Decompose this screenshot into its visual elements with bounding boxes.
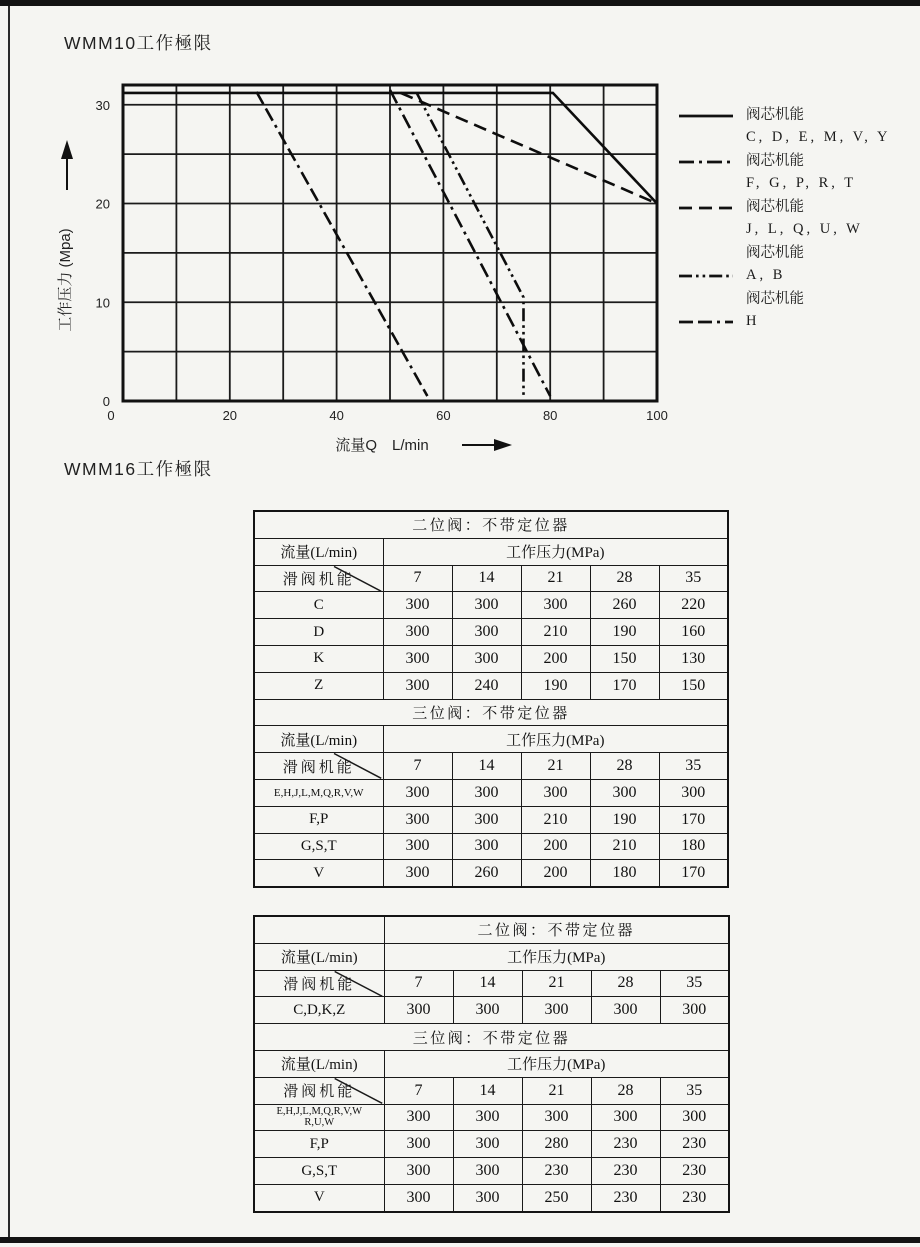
table-row <box>254 1131 729 1158</box>
value-cell: 300 <box>452 645 521 672</box>
legend-series-label: 阀芯机能 <box>746 291 804 307</box>
x-axis-label: 流量Q L/min <box>335 437 429 454</box>
value-cell: 300 <box>383 592 452 619</box>
value-cell: 300 <box>590 779 659 806</box>
value-cell: 190 <box>590 806 659 833</box>
pressure-value-header: 21 <box>522 1077 591 1104</box>
table-row <box>254 645 728 672</box>
y-axis-label: 工作压力 (Mpa) <box>57 228 74 332</box>
gridlines <box>123 85 657 401</box>
spool-row-label: F,P <box>254 806 383 833</box>
value-cell: 170 <box>659 806 728 833</box>
spool-label-cell: 滑阀机能 <box>254 753 383 780</box>
value-cell: 180 <box>659 833 728 860</box>
value-cell: 300 <box>383 619 452 646</box>
flow-label-cell: 流量(L/min) <box>254 726 383 753</box>
value-cell: 300 <box>659 779 728 806</box>
spool-row-label: Z <box>254 672 383 699</box>
legend-series-label: 阀芯机能 <box>746 107 804 123</box>
section-header-row <box>254 699 728 726</box>
value-cell: 300 <box>452 806 521 833</box>
table-row <box>254 833 728 860</box>
value-cell: 300 <box>522 997 591 1024</box>
pressure-header-row <box>254 565 728 592</box>
value-cell: 190 <box>590 619 659 646</box>
axis-ticks <box>96 98 668 423</box>
value-cell: 130 <box>659 645 728 672</box>
spool-row-label: C <box>254 592 383 619</box>
value-cell: 300 <box>453 1158 522 1185</box>
svg-text:0: 0 <box>102 394 110 409</box>
legend-spool-letters: J, L, Q, U, W <box>746 221 863 237</box>
section-title-wmm10: WMM10工作極限 <box>64 33 213 53</box>
column-header-row <box>254 1050 729 1077</box>
pressure-value-header: 35 <box>659 753 728 780</box>
value-cell: 170 <box>590 672 659 699</box>
value-cell: 280 <box>522 1131 591 1158</box>
value-cell: 230 <box>591 1131 660 1158</box>
pressure-header-row <box>254 1077 729 1104</box>
svg-text:80: 80 <box>542 408 558 423</box>
value-cell: 200 <box>521 860 590 887</box>
legend-line-sample-longdashdot <box>678 317 734 327</box>
value-cell: 300 <box>383 779 452 806</box>
flow-label-cell: 流量(L/min) <box>254 943 384 970</box>
value-cell: 160 <box>659 619 728 646</box>
pressure-header-row <box>254 753 728 780</box>
curve-longdashdot <box>257 92 428 396</box>
pressure-value-header: 14 <box>453 970 522 997</box>
legend-item <box>678 150 890 196</box>
spool-label-cell: 滑阀机能 <box>254 1077 384 1104</box>
table-row <box>254 1104 729 1131</box>
wmm16-table-2 <box>253 915 730 1213</box>
value-cell: 300 <box>453 1131 522 1158</box>
legend-spool-letters: C, D, E, M, V, Y <box>746 129 891 145</box>
legend-item <box>678 242 890 288</box>
value-cell: 300 <box>383 806 452 833</box>
table-row <box>254 1158 729 1185</box>
table-2-body <box>254 916 729 1212</box>
table-row <box>254 997 729 1024</box>
value-cell: 230 <box>660 1184 729 1211</box>
spool-row-label: G,S,T <box>254 1158 384 1185</box>
empty-cell <box>254 916 384 943</box>
spool-row-label: G,S,T <box>254 833 383 860</box>
pressure-header-row <box>254 970 729 997</box>
value-cell: 230 <box>591 1158 660 1185</box>
value-cell: 210 <box>521 619 590 646</box>
pressure-value-header: 7 <box>383 753 452 780</box>
value-cell: 300 <box>453 1184 522 1211</box>
svg-text:60: 60 <box>436 408 451 423</box>
value-cell: 170 <box>659 860 728 887</box>
spool-row-label: D <box>254 619 383 646</box>
wmm16-table-1 <box>253 510 729 888</box>
legend-item <box>678 288 890 334</box>
pressure-value-header: 35 <box>659 565 728 592</box>
flow-label-cell: 流量(L/min) <box>254 538 383 565</box>
value-cell: 300 <box>591 1104 660 1131</box>
value-cell: 210 <box>590 833 659 860</box>
section-header-row <box>254 511 728 538</box>
legend-line-sample-dashdot <box>678 157 734 167</box>
value-cell: 200 <box>521 833 590 860</box>
value-cell: 300 <box>453 1104 522 1131</box>
value-cell: 300 <box>660 1104 729 1131</box>
svg-text:0: 0 <box>107 408 115 423</box>
pressure-value-header: 28 <box>591 1077 660 1104</box>
pressure-label-cell: 工作压力(MPa) <box>383 538 728 565</box>
svg-text:100: 100 <box>646 408 668 423</box>
pressure-label-cell: 工作压力(MPa) <box>384 1050 729 1077</box>
svg-text:20: 20 <box>95 196 110 212</box>
spool-row-label: C,D,K,Z <box>254 997 384 1024</box>
pressure-label-cell: 工作压力(MPa) <box>383 726 728 753</box>
pressure-value-header: 35 <box>660 1077 729 1104</box>
value-cell: 250 <box>522 1184 591 1211</box>
value-cell: 300 <box>383 672 452 699</box>
value-cell: 300 <box>452 592 521 619</box>
pressure-value-header: 21 <box>521 753 590 780</box>
legend-item <box>678 104 890 150</box>
pressure-value-header: 14 <box>452 753 521 780</box>
value-cell: 230 <box>522 1158 591 1185</box>
pressure-value-header: 35 <box>660 970 729 997</box>
legend-series-label: 阀芯机能 <box>746 153 804 169</box>
pressure-value-header: 28 <box>590 753 659 780</box>
value-cell: 230 <box>591 1184 660 1211</box>
spool-row-label: F,P <box>254 1131 384 1158</box>
table-row <box>254 860 728 887</box>
legend-item <box>678 196 890 242</box>
value-cell: 300 <box>522 1104 591 1131</box>
spool-row-label: V <box>254 860 383 887</box>
value-cell: 300 <box>453 997 522 1024</box>
value-cell: 300 <box>384 1104 453 1131</box>
pressure-label-cell: 工作压力(MPa) <box>384 943 729 970</box>
section-title-cell: 二位阀：不带定位器 <box>254 511 728 538</box>
value-cell: 300 <box>660 997 729 1024</box>
table-row <box>254 619 728 646</box>
spool-label-cell: 滑阀机能 <box>254 565 383 592</box>
legend-series-label: 阀芯机能 <box>746 245 804 261</box>
value-cell: 230 <box>660 1131 729 1158</box>
pressure-value-header: 7 <box>384 1077 453 1104</box>
spool-label-cell: 滑阀机能 <box>254 970 384 997</box>
table-1-body <box>254 511 728 887</box>
section-title-cell: 三位阀：不带定位器 <box>254 699 728 726</box>
section-title-wmm16: WMM16工作極限 <box>64 459 213 479</box>
value-cell: 300 <box>452 779 521 806</box>
legend-spool-letters: F, G, P, R, T <box>746 175 857 191</box>
top-border-bar <box>0 0 920 6</box>
value-cell: 300 <box>384 1184 453 1211</box>
pressure-value-header: 28 <box>591 970 660 997</box>
pressure-value-header: 21 <box>521 565 590 592</box>
value-cell: 210 <box>521 806 590 833</box>
curve-dashdot <box>390 90 550 396</box>
legend-line-sample-dashdotdot <box>678 271 734 281</box>
value-cell: 150 <box>590 645 659 672</box>
pressure-value-header: 14 <box>453 1077 522 1104</box>
section-title-cell: 二位阀：不带定位器 <box>384 916 729 943</box>
spool-row-label: E,H,J,L,M,Q,R,V,W R,U,W <box>254 1104 384 1131</box>
value-cell: 300 <box>384 1131 453 1158</box>
svg-text:20: 20 <box>222 408 238 423</box>
spool-row-label: K <box>254 645 383 672</box>
table-row <box>254 592 728 619</box>
curve-dashed <box>401 93 657 204</box>
pressure-flow-chart <box>30 60 690 470</box>
table-row <box>254 779 728 806</box>
legend-series-label: 阀芯机能 <box>746 199 804 215</box>
pressure-value-header: 28 <box>590 565 659 592</box>
value-cell: 200 <box>521 645 590 672</box>
value-cell: 150 <box>659 672 728 699</box>
column-header-row <box>254 538 728 565</box>
value-cell: 300 <box>591 997 660 1024</box>
spool-row-label: E,H,J,L,M,Q,R,V,W <box>254 779 383 806</box>
value-cell: 300 <box>384 1158 453 1185</box>
column-header-row <box>254 943 729 970</box>
value-cell: 300 <box>452 833 521 860</box>
pressure-value-header: 7 <box>384 970 453 997</box>
legend-spool-letters: A, B <box>746 267 786 283</box>
flow-label-cell: 流量(L/min) <box>254 1050 384 1077</box>
section-header-row <box>254 1024 729 1051</box>
column-header-row <box>254 726 728 753</box>
legend-spool-letters: H <box>746 313 760 329</box>
value-cell: 300 <box>452 619 521 646</box>
svg-text:30: 30 <box>95 97 110 113</box>
value-cell: 220 <box>659 592 728 619</box>
table-row <box>254 672 728 699</box>
value-cell: 230 <box>660 1158 729 1185</box>
svg-text:40: 40 <box>329 408 344 423</box>
left-border-line <box>8 6 10 1237</box>
value-cell: 300 <box>383 833 452 860</box>
value-cell: 180 <box>590 860 659 887</box>
section-title-cell: 三位阀：不带定位器 <box>254 1024 729 1051</box>
pressure-value-header: 14 <box>452 565 521 592</box>
pressure-value-header: 21 <box>522 970 591 997</box>
svg-text:10: 10 <box>95 295 110 311</box>
legend-line-sample-solid <box>678 111 734 121</box>
legend-line-sample-dashed <box>678 203 734 213</box>
value-cell: 300 <box>521 779 590 806</box>
pressure-value-header: 7 <box>383 565 452 592</box>
bottom-border-bar <box>0 1237 920 1243</box>
value-cell: 300 <box>383 860 452 887</box>
spool-row-label: V <box>254 1184 384 1211</box>
value-cell: 300 <box>521 592 590 619</box>
chart-legend <box>678 104 890 334</box>
section-header-row <box>254 916 729 943</box>
value-cell: 190 <box>521 672 590 699</box>
value-cell: 300 <box>384 997 453 1024</box>
value-cell: 260 <box>590 592 659 619</box>
value-cell: 260 <box>452 860 521 887</box>
value-cell: 240 <box>452 672 521 699</box>
table-row <box>254 806 728 833</box>
value-cell: 300 <box>383 645 452 672</box>
table-row <box>254 1184 729 1211</box>
